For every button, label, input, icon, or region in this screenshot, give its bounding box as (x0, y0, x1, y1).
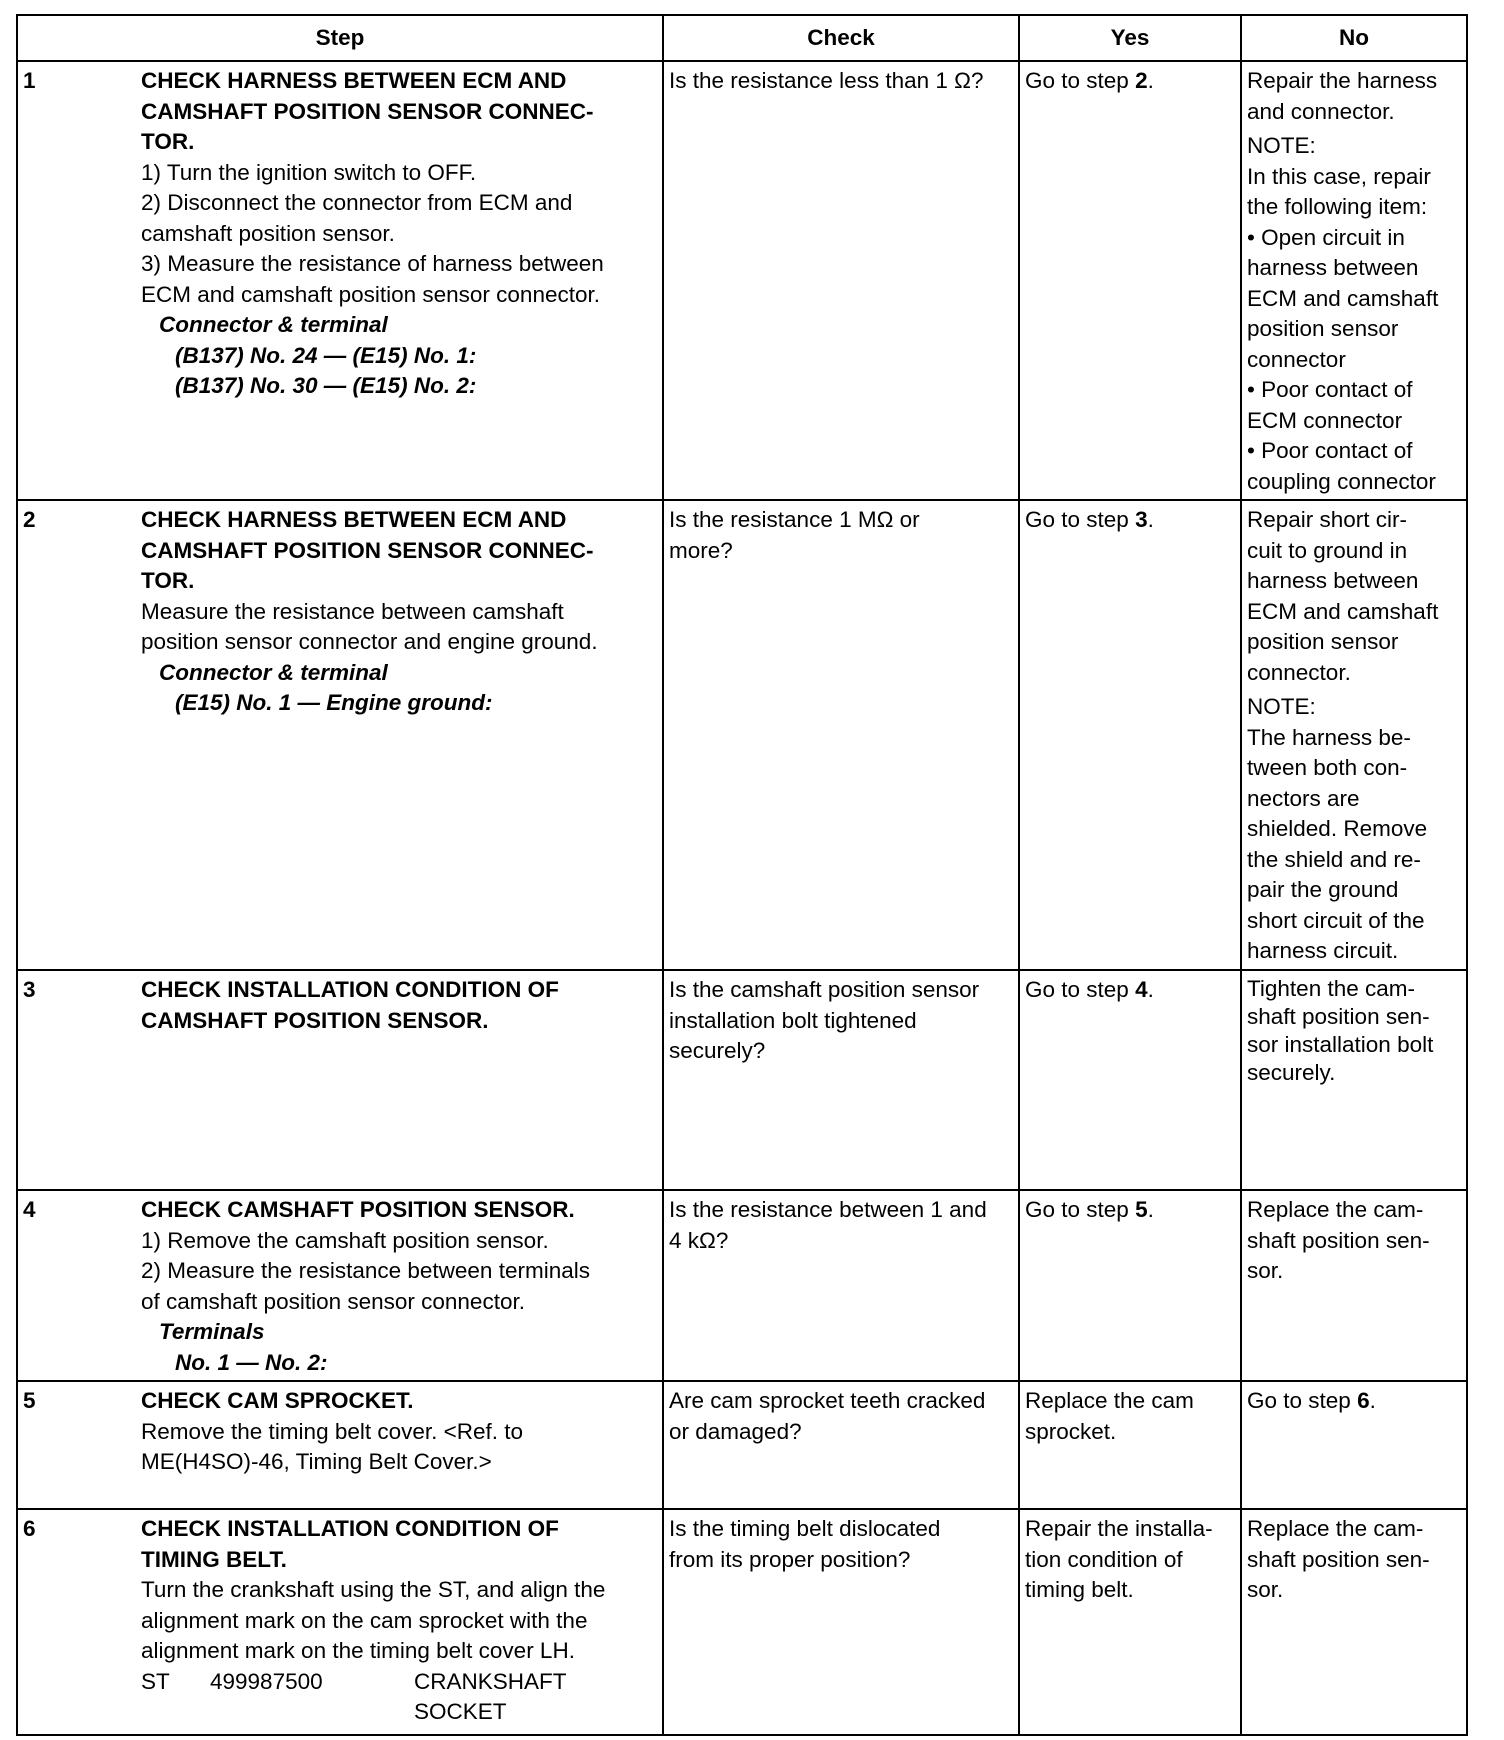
header-step: Step (17, 15, 663, 61)
step-instructions: Measure the resistance between camshaft position sensor connector and engine ground. (141, 598, 598, 654)
header-no: No (1241, 15, 1467, 61)
step-title: CHECK INSTALLATION CONDITION OF CAMSHAFT POSITION SENSOR. (141, 977, 559, 1033)
step-instructions: 1) Turn the ignition switch to OFF. 2) Disconnect the connector from ECM and camshaft position sensor. 3) Measure the resistance of harness between ECM and camshaft position sensor connector. (141, 159, 604, 307)
table-row (17, 1509, 1467, 1735)
step-number: 2 (23, 507, 36, 532)
step-cell (17, 61, 663, 500)
header-check: Check (663, 15, 1019, 61)
diagnostic-procedure-sheet (16, 14, 1468, 1736)
no-cell: Replace the cam- shaft position sen- sor. (1241, 1190, 1467, 1381)
connector-terminal-label: Terminals (159, 1319, 265, 1344)
check-cell: Is the resistance between 1 and 4 kΩ? (663, 1190, 1019, 1381)
special-tool-code: ST (141, 1668, 170, 1694)
step-instructions: 1) Remove the camshaft position sensor. 2) Measure the resistance between terminals of camshaft position sensor connector. Terminals No. 1 — No. 2: (23, 1226, 657, 1379)
no-cell: Replace the cam- shaft position sen- sor. (1241, 1509, 1467, 1735)
no-cell: Go to step 6. (1241, 1381, 1467, 1509)
check-cell: Is the resistance less than 1 Ω? (663, 61, 1019, 500)
no-cell: Tighten the cam- shaft position sen- sor installation bolt securely. (1241, 970, 1467, 1190)
connector-terminal-item: (E15) No. 1 — Engine ground: (175, 690, 493, 715)
no-cell: Repair the harness and connector. NOTE: In this case, repair the following item: • Open circuit in harness between ECM and camshaft position sensor connector • Poor contact of ECM connector • Poor contact of coupling connector (1241, 61, 1467, 500)
diagnostic-table (16, 14, 1468, 1736)
step-number: 5 (23, 1388, 36, 1413)
connector-terminal-item: No. 1 — No. 2: (175, 1349, 328, 1375)
table-row (17, 970, 1467, 1190)
yes-cell: Go to step 3. (1019, 500, 1241, 970)
step-number: 6 (23, 1516, 36, 1541)
step-instructions: Turn the crankshaft using the ST, and align the alignment mark on the cam sprocket with the alignment mark on the timing belt cover LH. (141, 1577, 606, 1663)
special-tool-name: CRANKSHAFT SOCKET (414, 1668, 567, 1724)
step-title: CHECK HARNESS BETWEEN ECM AND CAMSHAFT POSITION SENSOR CONNEC- TOR. (141, 68, 594, 154)
yes-cell: Go to step 4. (1019, 970, 1241, 1190)
table-row (17, 1381, 1467, 1509)
step-number: 4 (23, 1197, 36, 1222)
table-row (17, 500, 1467, 970)
check-cell: Is the timing belt dislocated from its proper position? (663, 1509, 1019, 1735)
connector-terminal-item: (B137) No. 30 — (E15) No. 2: (175, 373, 477, 398)
step-title: CHECK INSTALLATION CONDITION OF TIMING BELT. (141, 1516, 559, 1572)
step-number: 1 (23, 68, 36, 93)
no-cell: Repair short cir- cuit to ground in harness between ECM and camshaft position sensor connector. NOTE: The harness be- tween both con- nectors are shielded. Remove the shield and re- pair the ground short circuit of the harness circuit. (1241, 500, 1467, 970)
yes-cell: Go to step 5. (1019, 1190, 1241, 1381)
table-row (17, 1190, 1467, 1381)
header-row (17, 15, 1467, 61)
step-number: 3 (23, 977, 36, 1002)
step-cell (17, 970, 663, 1190)
step-cell (17, 1190, 663, 1381)
step-title: CHECK HARNESS BETWEEN ECM AND CAMSHAFT POSITION SENSOR CONNEC- TOR. (141, 507, 594, 593)
step-instructions: Remove the timing belt cover. <Ref. to ME(H4SO)-46, Timing Belt Cover.> (141, 1418, 524, 1474)
check-cell: Is the camshaft position sensor installation bolt tightened securely? (663, 970, 1019, 1190)
step-title: CHECK CAM SPROCKET. (141, 1388, 414, 1413)
note-label: NOTE: (1247, 133, 1316, 158)
check-cell: Are cam sprocket teeth cracked or damaged? (663, 1381, 1019, 1509)
step-title: CHECK CAMSHAFT POSITION SENSOR. (141, 1197, 575, 1222)
table-row (17, 61, 1467, 500)
yes-cell: Repair the installa- tion condition of timing belt. (1019, 1509, 1241, 1735)
step-cell (17, 1509, 663, 1735)
note-label: NOTE: (1247, 694, 1316, 719)
connector-terminal-label: Connector & terminal (159, 312, 388, 337)
connector-terminal-label: Connector & terminal (159, 659, 388, 685)
special-tool-line (141, 1667, 657, 1728)
yes-cell: Replace the cam sprocket. (1019, 1381, 1241, 1509)
special-tool-number: 499987500 (210, 1668, 323, 1694)
check-cell: Is the resistance 1 MΩ or more? (663, 500, 1019, 970)
header-yes: Yes (1019, 15, 1241, 61)
yes-cell: Go to step 2. (1019, 61, 1241, 500)
step-cell (17, 1381, 663, 1509)
step-cell (17, 500, 663, 970)
connector-terminal-item: (B137) No. 24 — (E15) No. 1: (175, 342, 477, 368)
